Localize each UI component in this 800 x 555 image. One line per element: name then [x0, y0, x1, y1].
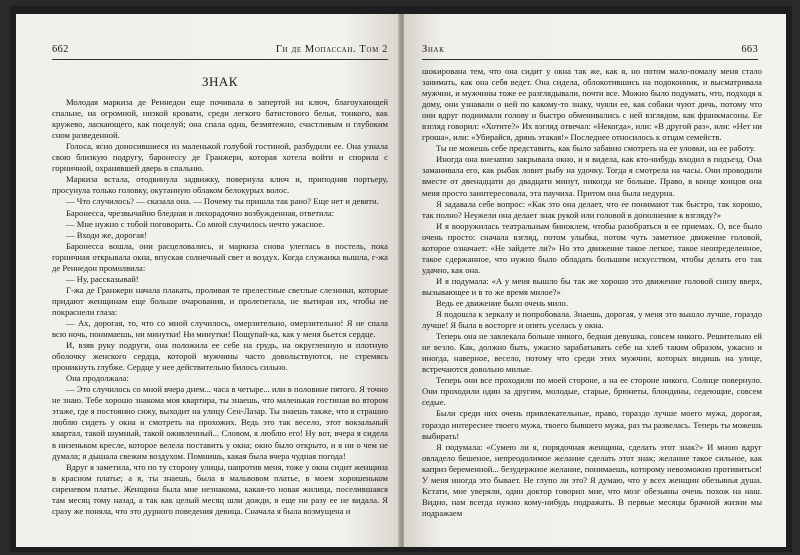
- left-running-title: Ги де Мопассан. Том 2: [275, 44, 388, 55]
- story-title: ЗНАК: [202, 74, 238, 89]
- left-running-head: [52, 44, 388, 55]
- paragraph: Ведь ее движение было очень мило.: [436, 297, 569, 308]
- paragraph: Она продолжала:: [66, 373, 129, 384]
- paragraph: Ты не можешь себе представить, как было забавно смотреть на ее уловки, на ее работу.: [436, 143, 756, 154]
- right-text-block: [422, 66, 762, 519]
- paragraph: — Ну, рассказывай!: [66, 273, 139, 284]
- left-text-block: [52, 68, 388, 517]
- paragraph: Я подошла к зеркалу и попробовала. Знаешь, дорогая, у меня это вышло лучше, гораздо лучше! Я была в восторге и опять уселась у окна.: [422, 309, 762, 331]
- left-page: [16, 14, 400, 547]
- paragraph: — Мне нужно с тобой поговорить. Со мной случилось нечто ужасное.: [66, 218, 325, 229]
- paragraph: Я подумала: «Сумею ли я, порядочная женщина, сделать этот знак?» И мною вдруг овладело бешеное, непреодолимое желание сделать этот знак; желание такое сильное, как каприз беременной... безудержное желание, понимаешь, которому невозможно противиться! У меня иногда это бывает. Не глупо ли это? Я думаю, что у всех женщин обезьянья душа. Кстати, мне уверяли, один доктор говорил мне, что мозг обезьяны очень похож на наш. Видно, нам всегда нужно кому-нибудь подражать. В первые месяцы брачной жизни мы подражаем: [422, 441, 762, 518]
- paragraph: Голоса, ясно доносившиеся из маленькой голубой гостиной, разбудили ее. Она узнала свою близкую подругу, баронессу де Гранжери, которая хотела войти и спорила с горничной, охранявшей дверь в спальню.: [52, 141, 388, 174]
- right-header-rule: [422, 59, 758, 60]
- paragraph: И я вооружилась театральным биноклем, чтобы разобраться в ее приемах. О, все было очень просто: сначала взгляд, потом улыбка, потом чуть заметное движение головой, которое означает: «Не зайдете ли?» Но это движение такое легкое, такое неопределенное, такое сдержанное, что нужно было обладать большим искусством, чтобы делать его так удачно, как она.: [422, 220, 762, 275]
- left-header-rule: [52, 59, 388, 60]
- paragraph: Теперь она не завлекала больше никого, бедная девушка, совсем никого. Решительно ей не везло. Как, должно быть, ужасно зарабатывать себе на хлеб таким образом, ужасно и иногда, наверное, весело, потому что среди этих мужчин, которых видишь на улице, встречаются довольно милые.: [422, 331, 762, 375]
- paragraph: И я подумала: «А у меня вышло бы так же хорошо это движение головой снизу вверх, вызывающее и в то же время милое?»: [422, 275, 762, 297]
- paragraph: — Входи же, дорогая!: [66, 229, 147, 240]
- paragraph: Молодая маркиза де Реннедон еще почивала в запертой на ключ, благоухающей спальне, на огромной, низкой кровати, среди легкого батистового белья, тонкого, как кружево, ласкающего, как поцелуй; она спала одна, безмятежно, счастливым и глубоким сном разведенной.: [52, 97, 388, 141]
- paragraph: — Это случилось со мной вчера днем... часа в четыре... или в половине пятого. Я точно не знаю. Тебе хорошо знакома моя квартира, ты знаешь, что маленькая гостиная во втором этаже, где я постоянно сижу, выходит на улицу Сен-Лазар. Ты знаешь также, что я страшно люблю сидеть у окна и смотреть на прохожих. Ведь это так весело, этот вокзальный квартал, такой шумный, такой оживленный... Словом, я люблю его! Ну вот, вчера я сидела в низеньком кресле, которое велела поставить у окна; окно было открыто, и я ни о чем не думала; я дышала свежим воздухом. Помнишь, какая была вчера чудная погода!: [52, 384, 388, 461]
- left-page-number: 662: [52, 44, 69, 55]
- right-page: [404, 14, 786, 547]
- book-spread: [10, 6, 792, 552]
- paragraph: Я задавала себе вопрос: «Как это она делает, что ее понимают так быстро, так хорошо, так полно? Неужели она делает знак рукой или головой в дополнение к взгляду?»: [422, 198, 762, 220]
- paragraph: Г-жа де Гранжери начала плакать, проливая те прелестные светлые слезинки, которые придают женщинам еще больше очарования, и пролепетала, не вытирая их, чтобы не покраснели глаза:: [52, 284, 388, 317]
- paragraph: — Что случилось? — сказала она. — Почему ты пришла так рано? Еще нет и девяти.: [66, 196, 379, 207]
- paragraph: — Ах, дорогая, то, что со мной случилось, омерзительно, омерзительно! Я не спала всю ночь, понимаешь, ни минутки! Ни минутки! Пощупай-ка, как у меня бьется сердце.: [52, 317, 388, 340]
- right-page-number: 663: [741, 44, 758, 55]
- paragraph: Маркиза встала, отодвинула задвижку, повернула ключ и, приподняв портьеру, просунула только головку, окутанную облаком белокурых волос.: [52, 174, 388, 196]
- paragraph: шокирована тем, что она сидит у окна так же, как я, но потом мало-помалу меня стало занимать, как она себя ведет. Она сидела, облокотившись на подоконник, и высматривала мужчин, и мужчины тоже ее разглядывали, почти все. Можно было подумать, что, подходя к дому, они узнавали о ней по какому-то знаку, чуяли ее, как собаки чуют дичь, потому что они вдруг поднимали голову и быстро обменивались с ней взглядом, как франкмасоны. Ее взгляд говорил: «Хотите?» Их взгляд отвечал: «Некогда», или: «В другой раз», или: «Нет ни гроша», или: «Убирайся, дрянь этакая!» Последнее относилось к отцам семейств.: [422, 66, 762, 143]
- right-running-head: [422, 44, 758, 55]
- paragraph: Теперь они все проходили по моей стороне, а на ее стороне никого. Солнце повернуло. Они проходили один за другим, молодые, старые, брюнеты, блондины, седеющие, совсем седые.: [422, 375, 762, 408]
- paragraph: И, взяв руку подруги, она положила ее себе на грудь, на округленную и плотную оболочку женского сердца, которой мужчины часто довольствуются, не стремясь проникнуть глубже. Сердце у нее действительно билось сильно.: [52, 340, 388, 373]
- paragraph: Баронесса, чрезвычайно бледная и лихорадочно возбужденная, ответила:: [66, 207, 335, 218]
- paragraph: Были среди них очень привлекательные, право, гораздо лучше моего мужа, дорогая, гораздо интереснее твоего мужа, твоего бывшего мужа, раз ты развелась. Теперь ты можешь выбирать!: [422, 408, 762, 441]
- paragraph: Вдруг я заметила, что по ту сторону улицы, напротив меня, тоже у окна сидит женщина в красном платье; а я, ты знаешь, была в мальвовом платье, в моем хорошеньком сиреневом платье. Женщина была мне незнакома, какая-то новая жилица, поселившаяся там месяц тому назад, а так как целый месяц шли дожди, я еще ни разу ее не видала. Я сразу же поняла, что это дурного поведения девица. Сначала я была возмущена и: [52, 461, 388, 516]
- paragraph: Иногда она внезапно закрывала окно, и я видела, как кто-нибудь входил в подъезд. Она заманивала его, как рыбак ловит рыбу на удочку. Тогда я смотрела на часы. Они проводили вместе от двенадцати до двадцати минут, никогда не больше. Право, в конце концов она меня просто заинтересовала, эта паучиха. Притом она была недурна.: [422, 154, 762, 198]
- right-running-title: Знак: [422, 44, 445, 55]
- paragraph: Баронесса вошла, они расцеловались, и маркиза снова улеглась в постель, пока горничная открывала окна, впуская солнечный свет и воздух. Когда служанка вышла, г-жа де Реннедон промолвила:: [52, 240, 388, 273]
